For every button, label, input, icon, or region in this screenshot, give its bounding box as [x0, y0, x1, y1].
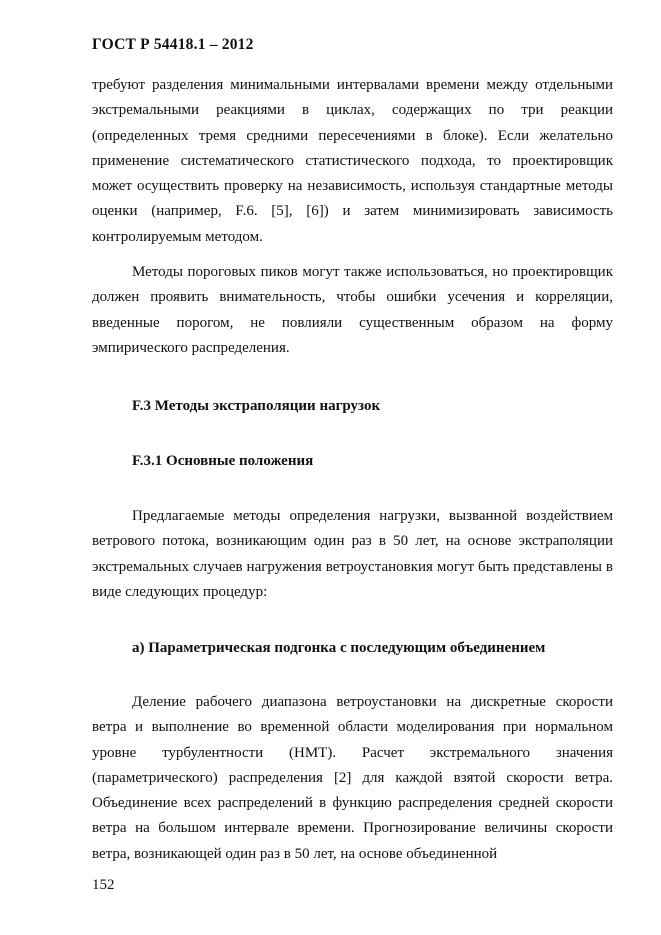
paragraph-proposed-methods — [92, 504, 613, 605]
paragraph-text: Деление рабочего диапазона ветроустановки на дискретные скорости ветра и выполнение во временной области моделирования при нормальном уровне турбулентности (НМТ). Расчет экстремального значения (параметрического) распределения [2] для каждой взятой скорости ветра. Объединение всех распределений в функцию распределения средней скорости ветра на большом интервале времени. Прогнозирование величины скорости ветра, возникающей один раз в 50 лет, на основе объединенной — [92, 694, 613, 862]
paragraph-dependence — [92, 73, 613, 250]
paragraph-text: Предлагаемые методы определения нагрузки, вызванной воздействием ветрового потока, возникающим один раз в 50 лет, на основе экстраполяции экстремальных случаев нагружения ветроустановкия могут быть представлены в виде следующих процедур: — [92, 508, 613, 600]
section-heading-f3: F.3 Методы экстраполяции нагрузок — [132, 398, 381, 414]
subsection-heading-a: а) Параметрическая подгонка с последующим объединением — [132, 640, 546, 656]
page-number: 152 — [92, 877, 115, 893]
paragraph-threshold-peaks — [92, 260, 613, 361]
section-heading-f31: F.3.1 Основные положения — [132, 453, 314, 469]
document-header: ГОСТ Р 54418.1 – 2012 — [92, 36, 254, 53]
paragraph-text: требуют разделения минимальными интервалами времени между отдельными экстремальными реакциями в циклах, содержащих по три реакции (определенных тремя средними пересечениями в блоке). Если желательно применение систематического статистического подхода, то проектировщик может осуществить проверку на независимость, используя стандартные методы оценки (например, F.6. [5], [6]) и затем минимизировать зависимость контролируемым методом. — [92, 77, 613, 245]
paragraph-text: Методы пороговых пиков могут также использоваться, но проектировщик должен проявить внимательность, чтобы ошибки усечения и корреляции, введенные порогом, не повлияли существенным образом на форму эмпирического распределения. — [92, 264, 613, 356]
paragraph-parametric-fit — [92, 690, 613, 867]
